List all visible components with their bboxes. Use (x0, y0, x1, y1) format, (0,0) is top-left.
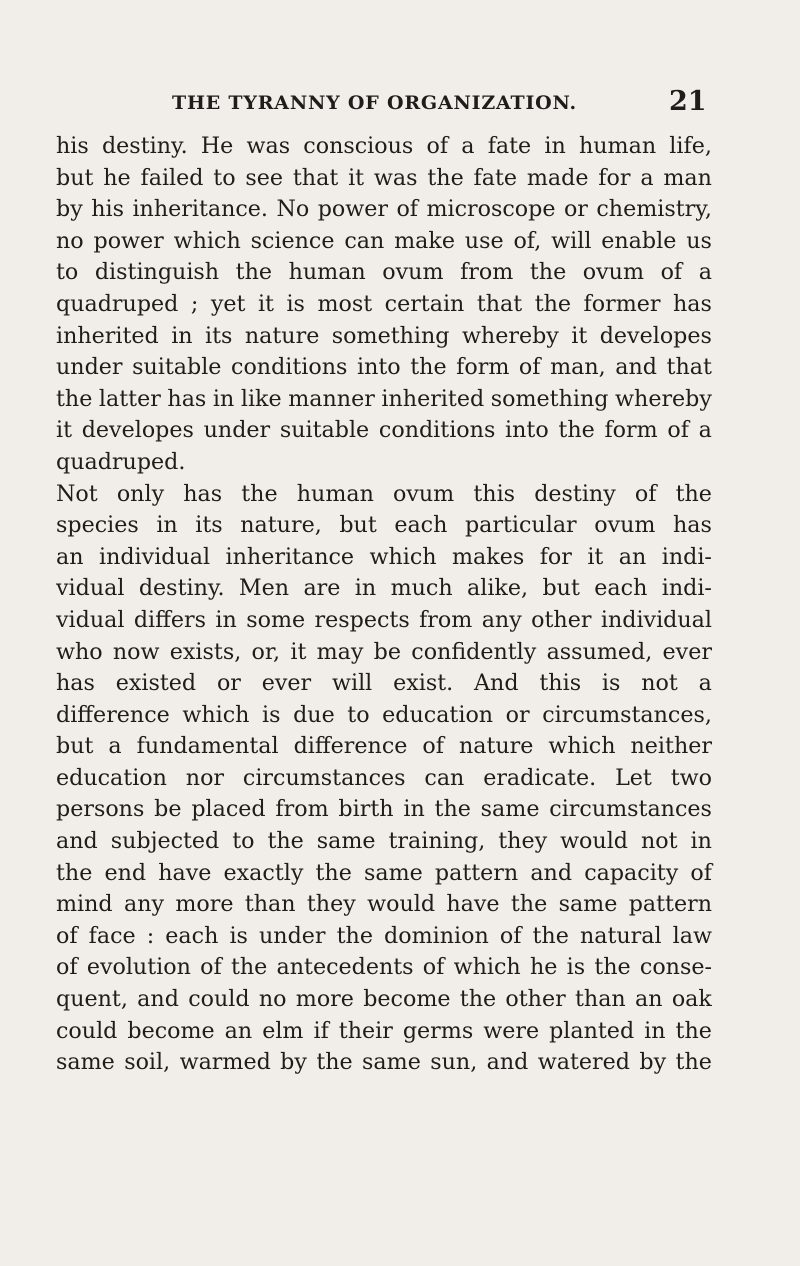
text-line: vidual differs in some respects from any other individual (56, 606, 712, 633)
text-line: vidual destiny. Men are in much alike, but each indi- (56, 575, 712, 602)
text-line: but a fundamental difference of nature which neither (56, 733, 712, 760)
text-line: inherited in its nature something whereby it developes (56, 322, 712, 349)
text-line: Not only has the human ovum this destiny of the (56, 480, 712, 507)
text-line: and subjected to the same training, they would not in (56, 828, 712, 855)
text-line: an individual inheritance which makes for it an indi- (56, 543, 712, 570)
text-line: his destiny. He was conscious of a fate in human life, (56, 133, 712, 159)
text-line: could become an elm if their germs were planted in the (56, 1017, 712, 1044)
text-line: who now exists, or, it may be confidently assumed, ever (56, 638, 712, 665)
text-line: of evolution of the antecedents of which he is the conse- (56, 954, 712, 981)
text-line: to distinguish the human ovum from the ovum of a (56, 259, 712, 286)
running-head-title: THE TYRANNY OF ORGANIZATION. (172, 92, 577, 114)
text-line: quadruped ; yet it is most certain that the former has (56, 290, 712, 317)
text-line: species in its nature, but each particular ovum has (56, 512, 712, 539)
text-line: same soil, warmed by the same sun, and watered by the (56, 1049, 712, 1076)
text-line: education nor circumstances can eradicate. Let two (56, 764, 712, 791)
body-text (56, 131, 712, 1079)
text-line: difference which is due to education or circumstances, (56, 701, 712, 728)
text-line: has existed or ever will exist. And this is not a (56, 670, 712, 697)
text-line: by his inheritance. No power of microscope or chemistry, (56, 196, 712, 223)
text-line: it developes under suitable conditions into the form of a (56, 417, 712, 444)
text-line: quadruped. (56, 448, 186, 475)
text-line: under suitable conditions into the form of man, and that (56, 354, 712, 381)
page-number: 21 (669, 86, 707, 117)
text-line: of face : each is under the dominion of the natural law (56, 922, 712, 949)
text-line: the end have exactly the same pattern and capacity of (56, 859, 712, 886)
text-line: mind any more than they would have the same pattern (56, 891, 712, 918)
running-head (0, 88, 800, 122)
text-line: persons be placed from birth in the same circumstances (56, 796, 712, 823)
text-line: the latter has in like manner inherited something whereby (56, 385, 712, 412)
text-line: quent, and could no more become the other than an oak (56, 986, 712, 1013)
text-line: but he failed to see that it was the fate made for a man (56, 164, 712, 191)
text-line: no power which science can make use of, will enable us (56, 227, 712, 254)
